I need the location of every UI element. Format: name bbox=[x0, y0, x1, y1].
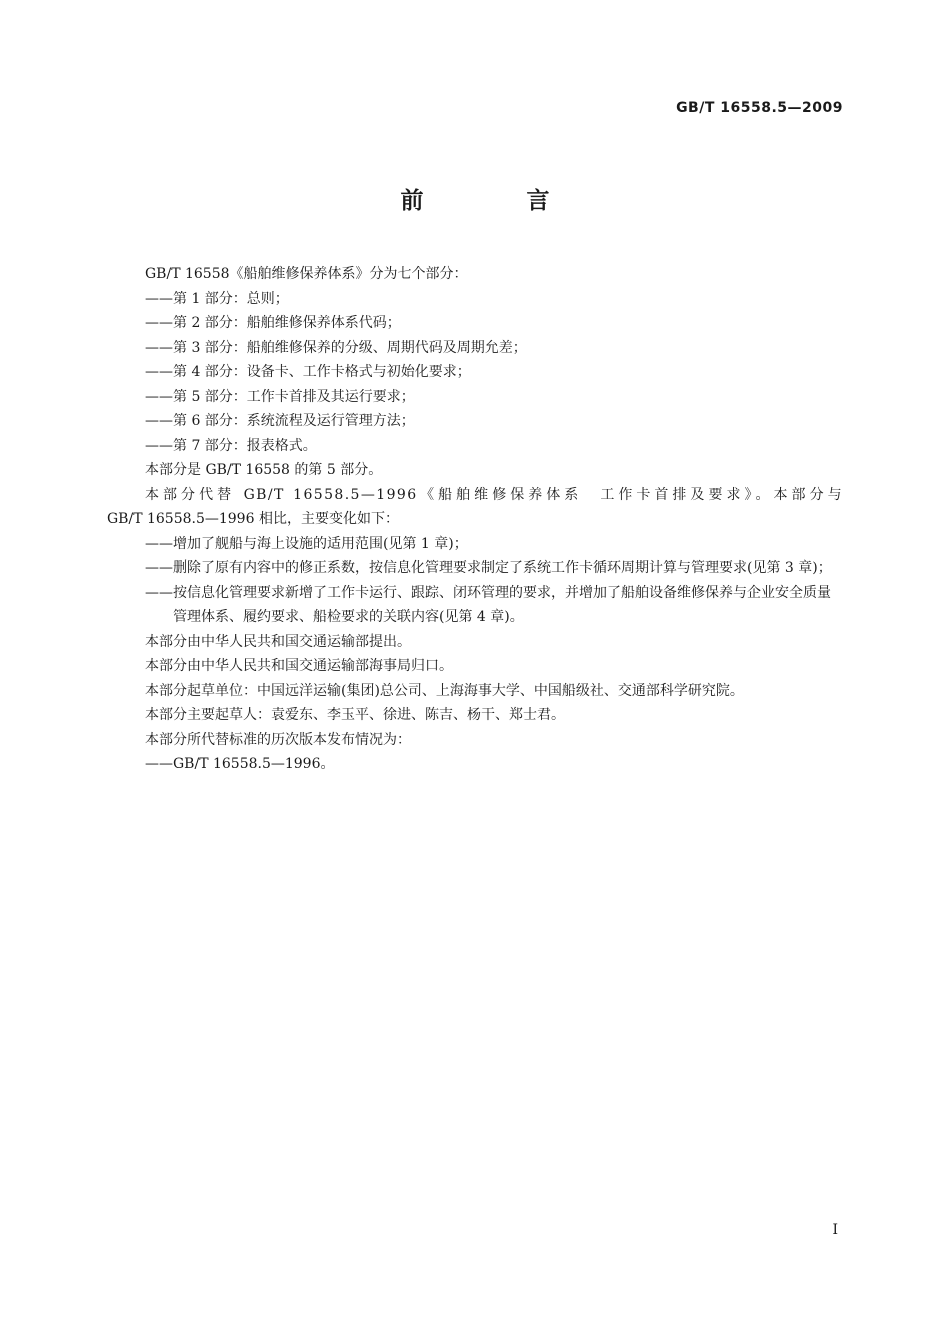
list-item: ——第 6 部分：系统流程及运行管理方法； bbox=[145, 413, 415, 429]
list-item: ——第 5 部分：工作卡首排及其运行要求； bbox=[145, 388, 415, 405]
list-item: ——第 1 部分：总则； bbox=[145, 290, 289, 307]
list-item: ——删除了原有内容中的修正系数，按信息化管理要求制定了系统工作卡循环周期计算与管理要求(见第 3 章)； bbox=[145, 560, 832, 576]
paragraph: 本部分所代替标准的历次版本发布情况为： bbox=[145, 731, 411, 748]
paragraph-continuation: GB/T 16558.5—1996 相比，主要变化如下： bbox=[107, 511, 399, 527]
list-item: ——第 2 部分：船舶维修保养体系代码； bbox=[145, 315, 401, 331]
list-item: ——第 4 部分：设备卡、工作卡格式与初始化要求； bbox=[145, 364, 471, 380]
standard-number: GB/T 16558.5—2009 bbox=[676, 100, 843, 116]
list-item: ——按信息化管理要求新增了工作卡运行、跟踪、闭环管理的要求，并增加了船舶设备维修保养与企业安全质量管理体系、履约要求、船检要求的关联内容(见第 4 章)。 bbox=[145, 584, 831, 625]
page-title: 前 言 bbox=[400, 188, 590, 214]
list-item: ——第 7 部分：报表格式。 bbox=[145, 437, 317, 454]
foreword-body bbox=[107, 262, 843, 777]
paragraph: 本部分由中华人民共和国交通运输部提出。 bbox=[145, 633, 411, 650]
paragraph: 本部分主要起草人：袁爱东、李玉平、徐进、陈吉、杨干、郑士君。 bbox=[145, 707, 565, 723]
paragraph: 本部分由中华人民共和国交通运输部海事局归口。 bbox=[145, 658, 453, 674]
paragraph: 本部分起草单位：中国远洋运输(集团)总公司、上海海事大学、中国船级社、交通部科学研究院。 bbox=[145, 682, 744, 699]
list-item: ——GB/T 16558.5—1996。 bbox=[145, 756, 335, 772]
list-item: ——第 3 部分：船舶维修保养的分级、周期代码及周期允差； bbox=[145, 339, 527, 356]
paragraph: 本部分是 GB/T 16558 的第 5 部分。 bbox=[145, 462, 383, 478]
list-item: ——增加了舰船与海上设施的适用范围(见第 1 章)； bbox=[145, 535, 468, 552]
paragraph: 本部分代替 GB/T 16558.5—1996《船舶维修保养体系 工作卡首排及要求》。本部分与 bbox=[145, 486, 843, 503]
paragraph: GB/T 16558《船舶维修保养体系》分为七个部分： bbox=[145, 266, 468, 282]
page-number: I bbox=[832, 1222, 838, 1238]
